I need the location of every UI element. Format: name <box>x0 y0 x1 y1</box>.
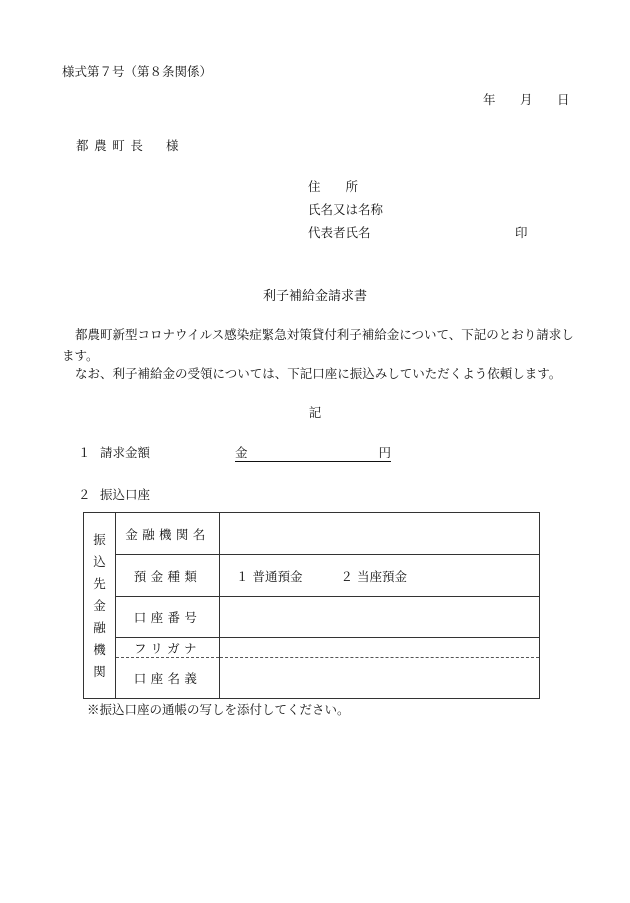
deposit-option-ordinary[interactable]: １ 普通預金 <box>236 568 303 584</box>
date-day-label: 日 <box>557 92 570 107</box>
item-1-label: 請求金額 <box>100 445 151 460</box>
claim-amount-field[interactable] <box>235 445 391 462</box>
account-holder-label: 口座名義 <box>116 658 220 699</box>
institution-label: 金融機関名 <box>116 513 220 555</box>
bank-account-table <box>83 512 540 699</box>
addressee-honorific: 様 <box>166 138 179 153</box>
date-month-label: 月 <box>520 92 533 107</box>
amount-prefix: 金 <box>235 445 248 460</box>
furigana-field[interactable] <box>220 638 540 658</box>
body-paragraph-1: 都農町新型コロナウイルス感染症緊急対策貸付利子補給金について、下記のとおり請求します。 <box>62 327 574 363</box>
amount-suffix: 円 <box>378 445 391 460</box>
deposit-option-current[interactable]: ２ 当座預金 <box>340 568 407 584</box>
document-title: 利子補給金請求書 <box>262 289 367 304</box>
side-header-char: 振 <box>93 531 106 547</box>
side-header-char: 込 <box>93 553 106 569</box>
body-paragraph-2: なお、利子補給金の受領については、下記口座に振込みしていただくよう依頼します。 <box>75 366 562 381</box>
seal-mark: 印 <box>515 225 528 240</box>
applicant-address-label: 住 所 <box>308 179 359 194</box>
attachment-note: ※振込口座の通帳の写しを添付してください。 <box>87 702 350 717</box>
institution-field[interactable] <box>220 513 540 555</box>
applicant-name-label: 氏名又は名称 <box>308 202 384 217</box>
ki-heading: 記 <box>308 405 322 420</box>
form-number: 様式第７号（第８条関係） <box>62 64 213 79</box>
side-header-char: 関 <box>93 663 106 679</box>
representative-name-label: 代表者氏名 <box>308 225 371 240</box>
date-year-label: 年 <box>483 92 496 107</box>
item-2-label: 振込口座 <box>100 487 151 502</box>
deposit-type-label: 預金種類 <box>116 555 220 597</box>
deposit-type-field[interactable] <box>220 555 540 597</box>
furigana-label: フリガナ <box>116 638 220 658</box>
account-holder-field[interactable] <box>220 658 540 699</box>
side-header-char: 先 <box>93 575 106 591</box>
side-header-char: 機 <box>93 641 106 657</box>
account-number-field[interactable] <box>220 597 540 638</box>
side-header-char: 融 <box>93 619 106 635</box>
addressee-name: 都農町長 <box>76 138 149 153</box>
side-header-char: 金 <box>93 597 106 613</box>
item-1-number: １ <box>78 445 91 460</box>
bank-side-header <box>84 513 116 699</box>
account-number-label: 口座番号 <box>116 597 220 638</box>
item-2-number: ２ <box>78 487 91 502</box>
